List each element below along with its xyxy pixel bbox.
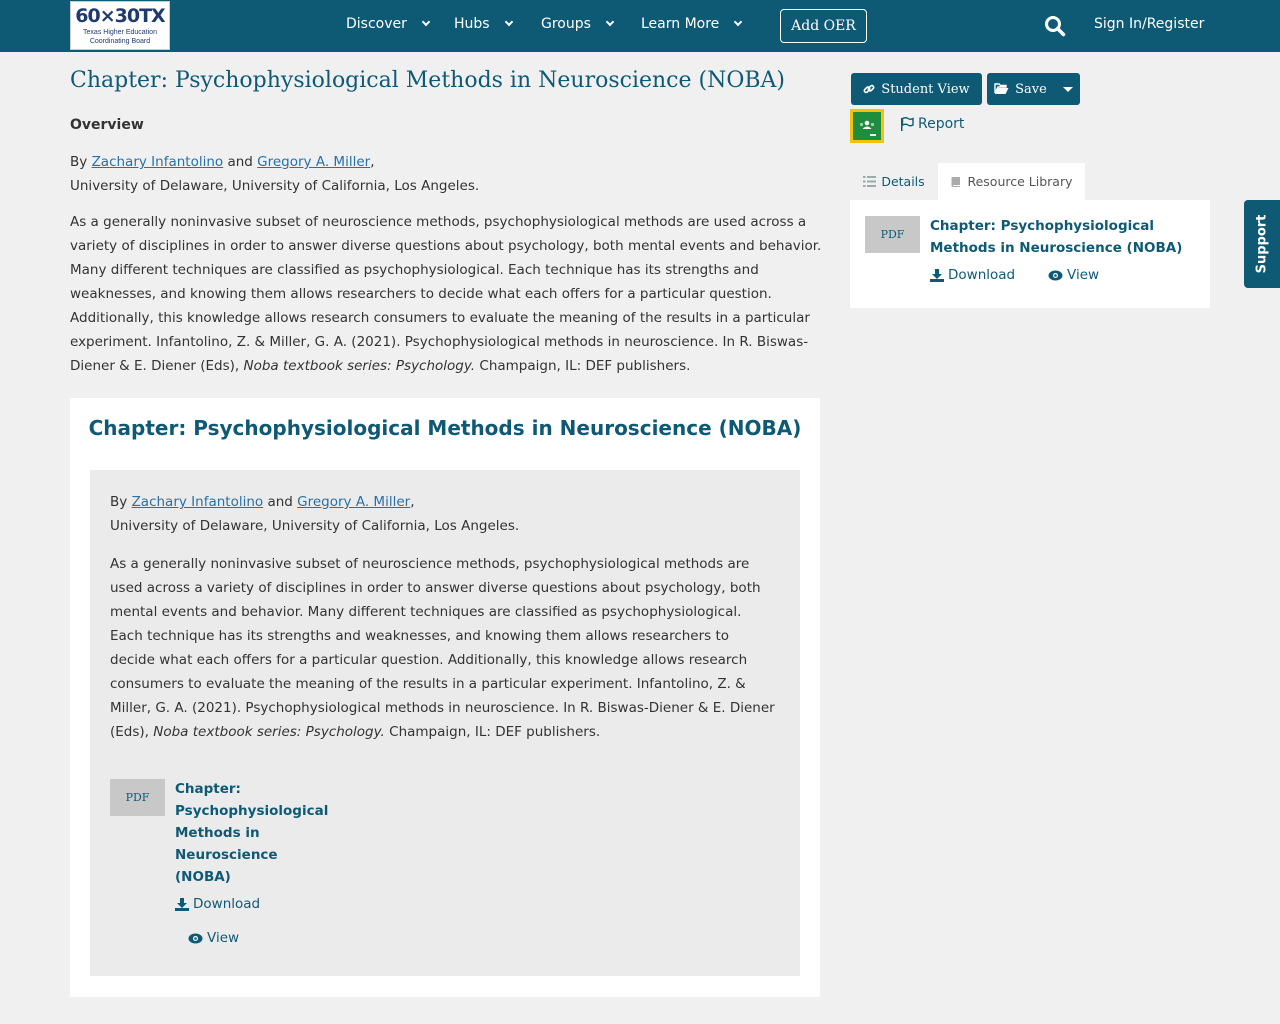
logo-line-2: Coordinating Board <box>89 38 151 45</box>
sidebar-tabs <box>850 163 1210 200</box>
pdf-badge: PDF <box>110 779 165 816</box>
nav-groups-label: Groups <box>541 16 591 32</box>
nav-learn-more-label: Learn More <box>641 16 720 32</box>
support-tab[interactable] <box>1244 200 1280 288</box>
card-description <box>110 552 778 744</box>
link-icon <box>863 83 875 95</box>
report-label: Report <box>918 116 965 132</box>
card-byline <box>110 490 790 538</box>
flag-icon <box>900 117 914 131</box>
view-label: View <box>207 930 240 946</box>
nav-hubs-label: Hubs <box>454 16 490 32</box>
and-label: and <box>267 494 293 510</box>
student-view-button[interactable] <box>851 73 982 105</box>
sign-in-register-link[interactable]: Sign In/Register <box>1094 16 1205 32</box>
save-label: Save <box>1015 81 1047 97</box>
by-label: By <box>110 494 128 510</box>
search-icon <box>1044 15 1066 37</box>
folder-open-icon <box>994 83 1009 95</box>
eye-icon <box>188 933 203 944</box>
resource-card <box>70 398 820 997</box>
download-icon <box>930 269 944 282</box>
tab-details-label: Details <box>881 174 925 189</box>
description-text: As a generally noninvasive subset of neuroscience methods, psychophysiological methods are used across a variety of disciplines in order to answer diverse questions about psychology, both mental events and behavior. Many different techniques are classified as psychophysiological. Each technique has its strengths and weaknesses, and knowing them allows researchers to decide what each offers for a particular question. Additionally, this knowledge allows research consumers to evaluate the meaning of the results in a particular experiment. Infantolino, Z. & Miller, G. A. (2021). Psychophysiological methods in neuroscience. In R. Biswas-Diener & E. Diener (Eds), <box>70 214 822 374</box>
list-icon <box>863 176 876 187</box>
card-description-end: Champaign, IL: DEF publishers. <box>384 724 601 740</box>
chevron-down-icon <box>504 18 512 26</box>
resource-title-link[interactable]: Chapter: Psychophysiological Methods in Neuroscience (NOBA) <box>175 781 329 885</box>
student-view-label: Student View <box>881 81 970 97</box>
chevron-down-icon <box>606 18 614 26</box>
affiliation: University of Delaware, University of California, Los Angeles. <box>110 518 520 534</box>
google-classroom-share-button[interactable] <box>850 109 884 143</box>
logo-mark: 60×30TX <box>75 5 165 27</box>
affiliation: University of Delaware, University of California, Los Angeles. <box>70 178 480 194</box>
author-link-miller[interactable]: Gregory A. Miller <box>257 154 371 170</box>
view-link[interactable] <box>1048 267 1099 283</box>
nav-learn-more[interactable] <box>641 16 741 32</box>
byline-comma: , <box>410 494 415 510</box>
tab-resource-library[interactable] <box>938 163 1085 200</box>
chevron-down-icon <box>734 18 742 26</box>
logo-line-1: Texas Higher Education <box>83 29 157 36</box>
google-classroom-icon <box>853 112 881 140</box>
description-italic: Noba textbook series: Psychology. <box>243 358 476 374</box>
nav-discover-label: Discover <box>346 16 407 32</box>
report-link[interactable] <box>900 116 964 132</box>
search-button[interactable] <box>1044 15 1066 37</box>
caret-down-icon <box>1063 87 1073 92</box>
save-dropdown-button[interactable] <box>987 73 1080 105</box>
download-link[interactable] <box>930 267 1015 283</box>
and-label: and <box>227 154 253 170</box>
byline-comma: , <box>370 154 375 170</box>
author-link-infantolino[interactable]: Zachary Infantolino <box>131 494 264 510</box>
site-logo[interactable] <box>70 1 170 50</box>
download-icon <box>175 898 189 911</box>
download-label: Download <box>948 267 1016 283</box>
nav-discover[interactable] <box>346 16 429 32</box>
view-link[interactable] <box>188 930 239 946</box>
add-oer-button[interactable]: Add OER <box>780 9 867 43</box>
nav-groups[interactable] <box>541 16 613 32</box>
page-title: Chapter: Psychophysiological Methods in Neuroscience (NOBA) <box>70 68 786 93</box>
overview-heading: Overview <box>70 117 144 133</box>
by-label: By <box>70 154 88 170</box>
download-label: Download <box>193 896 261 912</box>
tab-details[interactable] <box>850 163 938 200</box>
card-inner <box>90 470 800 976</box>
chevron-down-icon <box>422 18 430 26</box>
pdf-badge: PDF <box>865 216 920 253</box>
resource-library-panel <box>850 200 1210 308</box>
byline <box>70 150 820 198</box>
description <box>70 210 822 378</box>
card-description-text: As a generally noninvasive subset of neuroscience methods, psychophysiological methods are used across a variety of disciplines in order to answer diverse questions about psychology, both mental events and behavior. Many different techniques are classified as psychophysiological. Each technique has its strengths and weaknesses, and knowing them allows researchers to decide what each offers for a particular question. Additionally, this knowledge allows research consumers to evaluate the meaning of the results in a particular experiment. Infantolino, Z. & Miller, G. A. (2021). Psychophysiological methods in neuroscience. In R. Biswas-Diener & E. Diener (Eds), <box>110 556 775 740</box>
resource-title-link[interactable]: Chapter: Psychophysiological Methods in Neuroscience (NOBA) <box>930 218 1183 256</box>
view-label: View <box>1067 267 1100 283</box>
book-icon <box>950 176 962 188</box>
author-link-miller[interactable]: Gregory A. Miller <box>297 494 411 510</box>
card-description-italic: Noba textbook series: Psychology. <box>153 724 385 740</box>
nav-hubs[interactable] <box>454 16 512 32</box>
eye-icon <box>1048 270 1063 281</box>
author-link-infantolino[interactable]: Zachary Infantolino <box>91 154 224 170</box>
tab-resource-library-label: Resource Library <box>967 174 1073 189</box>
card-title: Chapter: Psychophysiological Methods in Neuroscience (NOBA) <box>88 416 802 440</box>
download-link[interactable] <box>175 896 260 912</box>
top-navbar <box>0 0 1280 52</box>
description-end: Champaign, IL: DEF publishers. <box>475 358 691 374</box>
support-label: Support <box>1254 214 1270 274</box>
